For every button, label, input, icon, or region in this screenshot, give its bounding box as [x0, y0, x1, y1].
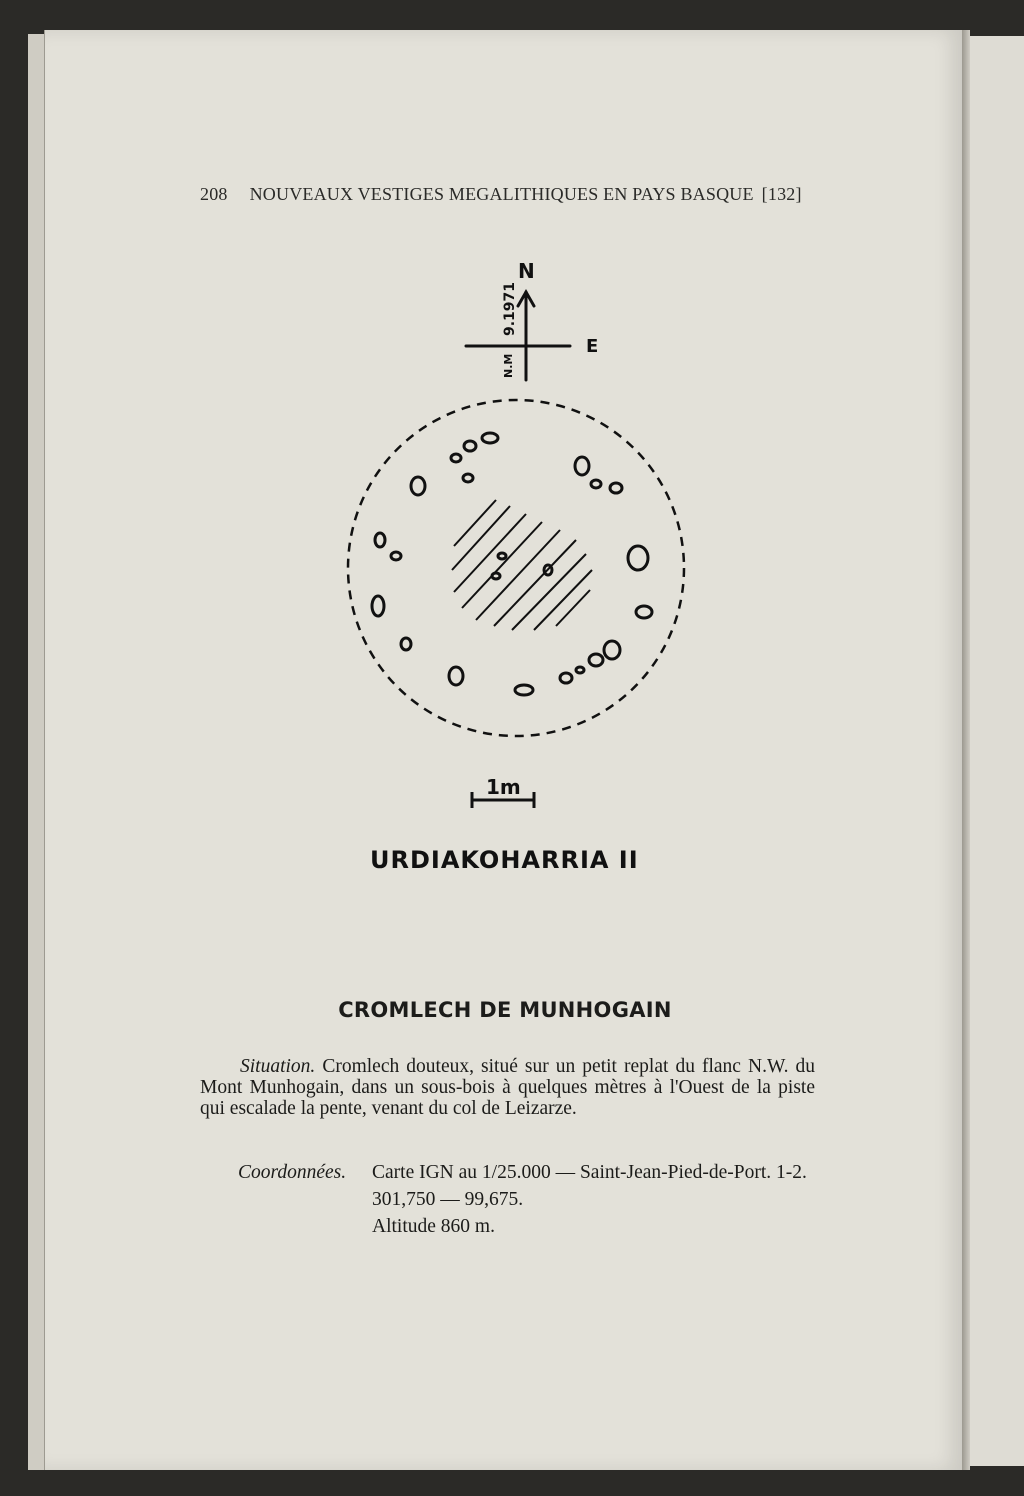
coords-altitude: Altitude 860 m. — [372, 1216, 495, 1237]
situation-text: Cromlech douteux, situé sur un petit replat du flanc N.W. du Mont Munhogain, dans un sous-bois à quelques mètres à l'Ouest de la piste qui escalade la pente, venant du col de Leizarze. — [200, 1056, 815, 1119]
coords-map: Carte IGN au 1/25.000 — Saint-Jean-Pied-de-Port. 1-2. — [372, 1162, 807, 1183]
margin-note-nm: N.M — [502, 353, 515, 378]
book-gutter — [962, 30, 970, 1470]
figure-caption: URDIAKOHARRIA II — [370, 846, 639, 874]
stone-markers — [372, 433, 652, 695]
hatched-area — [452, 500, 592, 630]
east-label: E — [586, 336, 599, 357]
scale-label: 1m — [486, 775, 521, 799]
running-header — [200, 184, 850, 205]
bracket-number: [132] — [761, 184, 802, 204]
coords-values: 301,750 — 99,675. — [372, 1189, 524, 1210]
north-label: N — [518, 259, 535, 283]
compass-icon — [466, 292, 570, 380]
running-title: NOUVEAUX VESTIGES MEGALITHIQUES EN PAYS BASQUE — [249, 184, 754, 204]
page-number: 208 — [200, 184, 228, 204]
facing-page-edge — [970, 36, 1024, 1466]
situation-paragraph — [200, 1056, 815, 1119]
situation-label: Situation. — [240, 1056, 316, 1077]
margin-note-date: 9.1971 — [502, 281, 518, 336]
section-title: CROMLECH DE MUNHOGAIN — [338, 998, 672, 1022]
coords-label: Coordonnées. — [238, 1162, 347, 1183]
cromlech-sketch — [330, 250, 710, 890]
